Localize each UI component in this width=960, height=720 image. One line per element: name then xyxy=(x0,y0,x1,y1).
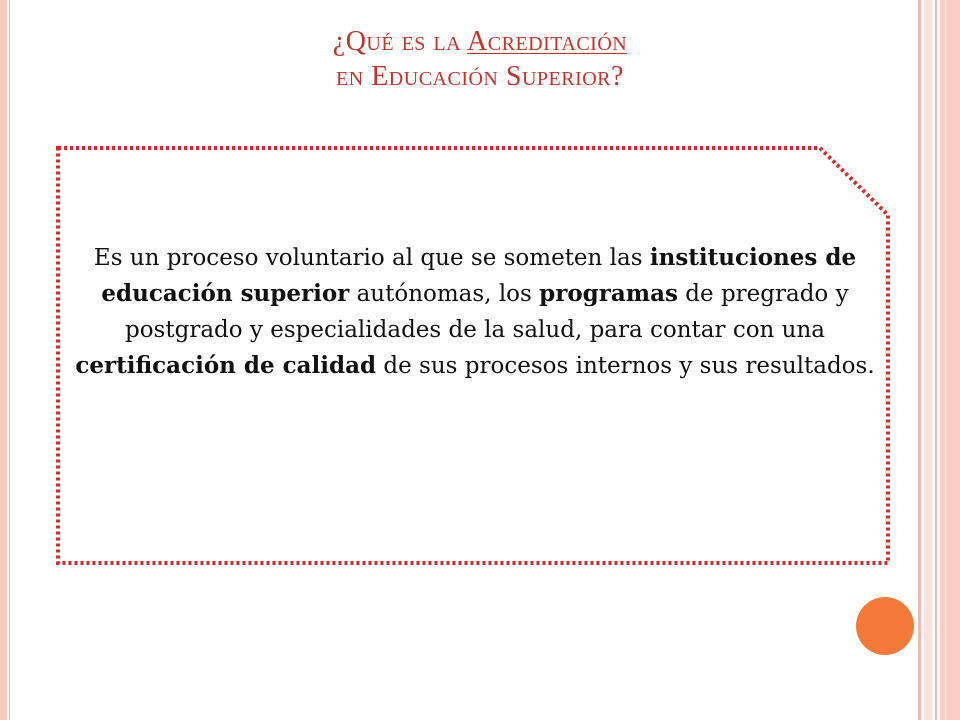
slide-title-line-2: en Educación Superior? xyxy=(336,61,624,92)
orange-circle-decoration xyxy=(856,597,914,655)
bold-term-institutions: instituciones de educación superior xyxy=(101,244,857,307)
bold-term-certification: certificación de calidad xyxy=(75,352,377,379)
definition-text xyxy=(70,240,880,384)
title-prefix: ¿Qué es la xyxy=(332,26,468,57)
bold-term-programs: programas xyxy=(539,280,678,307)
body-text-3: de pregrado y postgrado y especialidades de la salud, para contar con una xyxy=(124,281,849,343)
body-text-1: Es un proceso voluntario al que se someten las xyxy=(93,245,650,271)
title-emphasis: Acreditación xyxy=(467,26,628,57)
body-text-4: de sus procesos internos y sus resultados. xyxy=(376,353,875,379)
body-text-2: autónomas, los xyxy=(349,281,540,307)
